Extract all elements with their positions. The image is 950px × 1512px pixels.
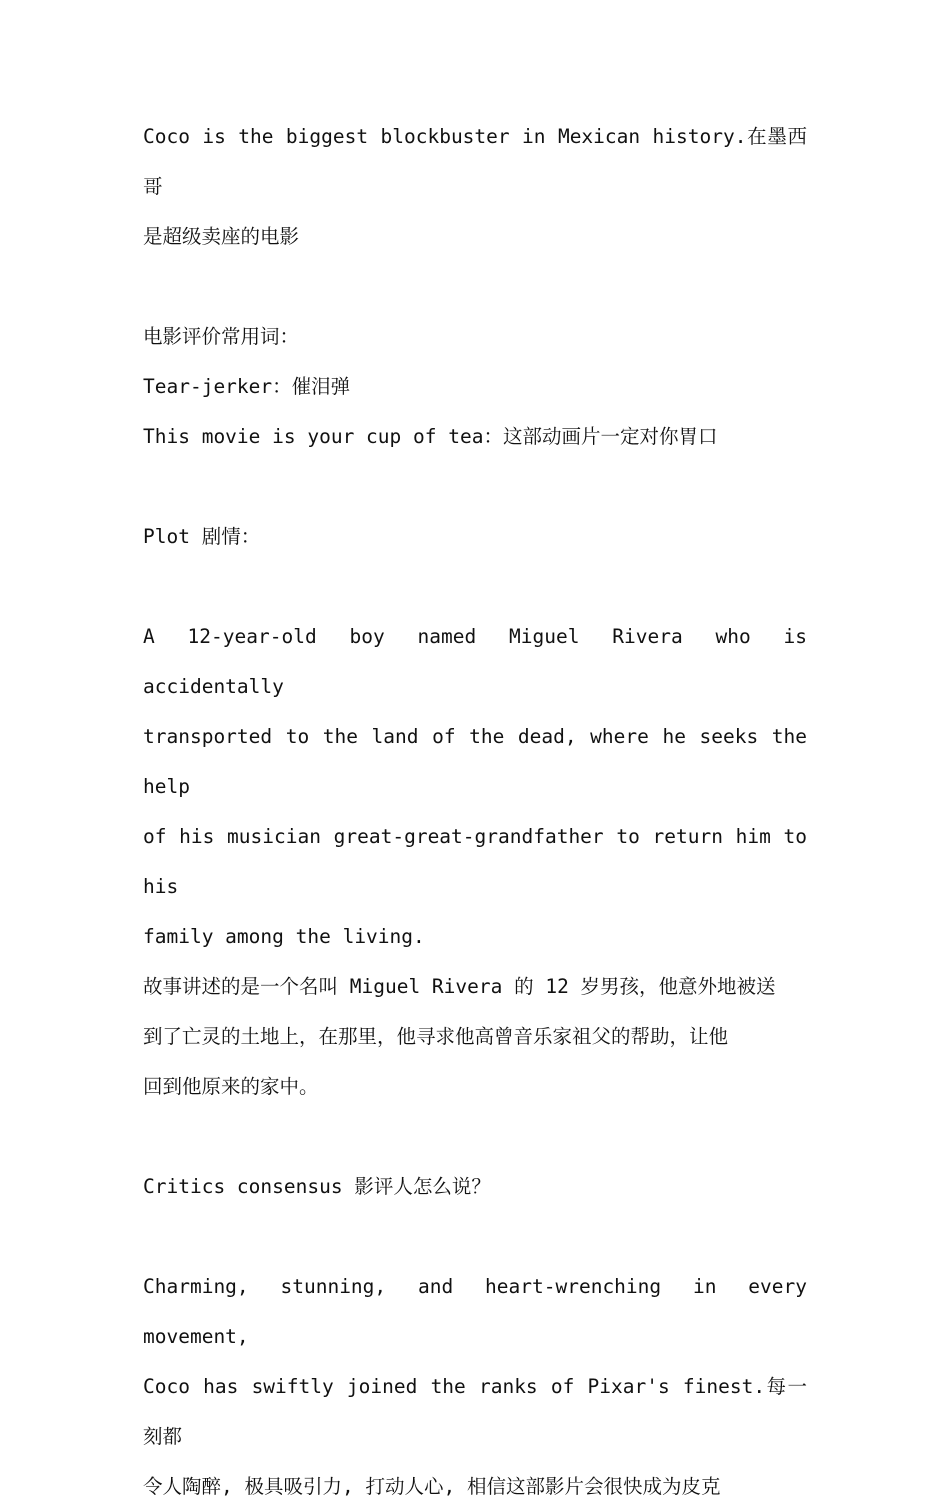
plot-english-line: A 12-year-old boy named Miguel Rivera who is accidentally bbox=[143, 625, 807, 698]
spacer bbox=[143, 1212, 807, 1262]
spacer bbox=[143, 462, 807, 512]
document-page bbox=[143, 112, 807, 1512]
critics-line: Coco has swiftly joined the ranks of Pixar's finest.每一刻都 bbox=[143, 1375, 807, 1448]
vocab-section bbox=[143, 312, 807, 462]
spacer bbox=[143, 1112, 807, 1162]
plot-english-line: transported to the land of the dead, where he seeks the help bbox=[143, 725, 807, 798]
plot-chinese-line: 到了亡灵的土地上，在那里，他寻求他高曾音乐家祖父的帮助，让他 bbox=[143, 1025, 729, 1048]
plot-english-line: family among the living. bbox=[143, 925, 425, 948]
critics-heading: Critics consensus 影评人怎么说？ bbox=[143, 1175, 491, 1198]
plot-chinese-line: 回到他原来的家中。 bbox=[143, 1075, 319, 1098]
plot-chinese-line: 故事讲述的是一个名叫 Miguel Rivera 的 12 岁男孩，他意外地被送 bbox=[143, 975, 776, 998]
intro-line-2: 是超级卖座的电影 bbox=[143, 225, 300, 248]
spacer bbox=[143, 262, 807, 312]
intro-line-1: Coco is the biggest blockbuster in Mexican history.在墨西哥 bbox=[143, 125, 807, 198]
vocab-item-1: Tear-jerker：催泪弹 bbox=[143, 375, 351, 398]
plot-heading: Plot 剧情： bbox=[143, 525, 261, 548]
plot-english-line: of his musician great-great-grandfather to return him to his bbox=[143, 825, 807, 898]
plot-english-paragraph bbox=[143, 612, 807, 962]
vocab-item-2: This movie is your cup of tea：这部动画片一定对你胃口 bbox=[143, 425, 718, 448]
spacer bbox=[143, 562, 807, 612]
critics-line: 令人陶醉, 极具吸引力, 打动人心, 相信这部影片会很快成为皮克 bbox=[143, 1475, 721, 1498]
plot-chinese-paragraph bbox=[143, 962, 807, 1112]
critics-line: Charming, stunning, and heart-wrenching in every movement, bbox=[143, 1275, 807, 1348]
critics-paragraph bbox=[143, 1262, 807, 1512]
intro-paragraph bbox=[143, 112, 807, 262]
vocab-heading: 电影评价常用词： bbox=[143, 325, 300, 348]
